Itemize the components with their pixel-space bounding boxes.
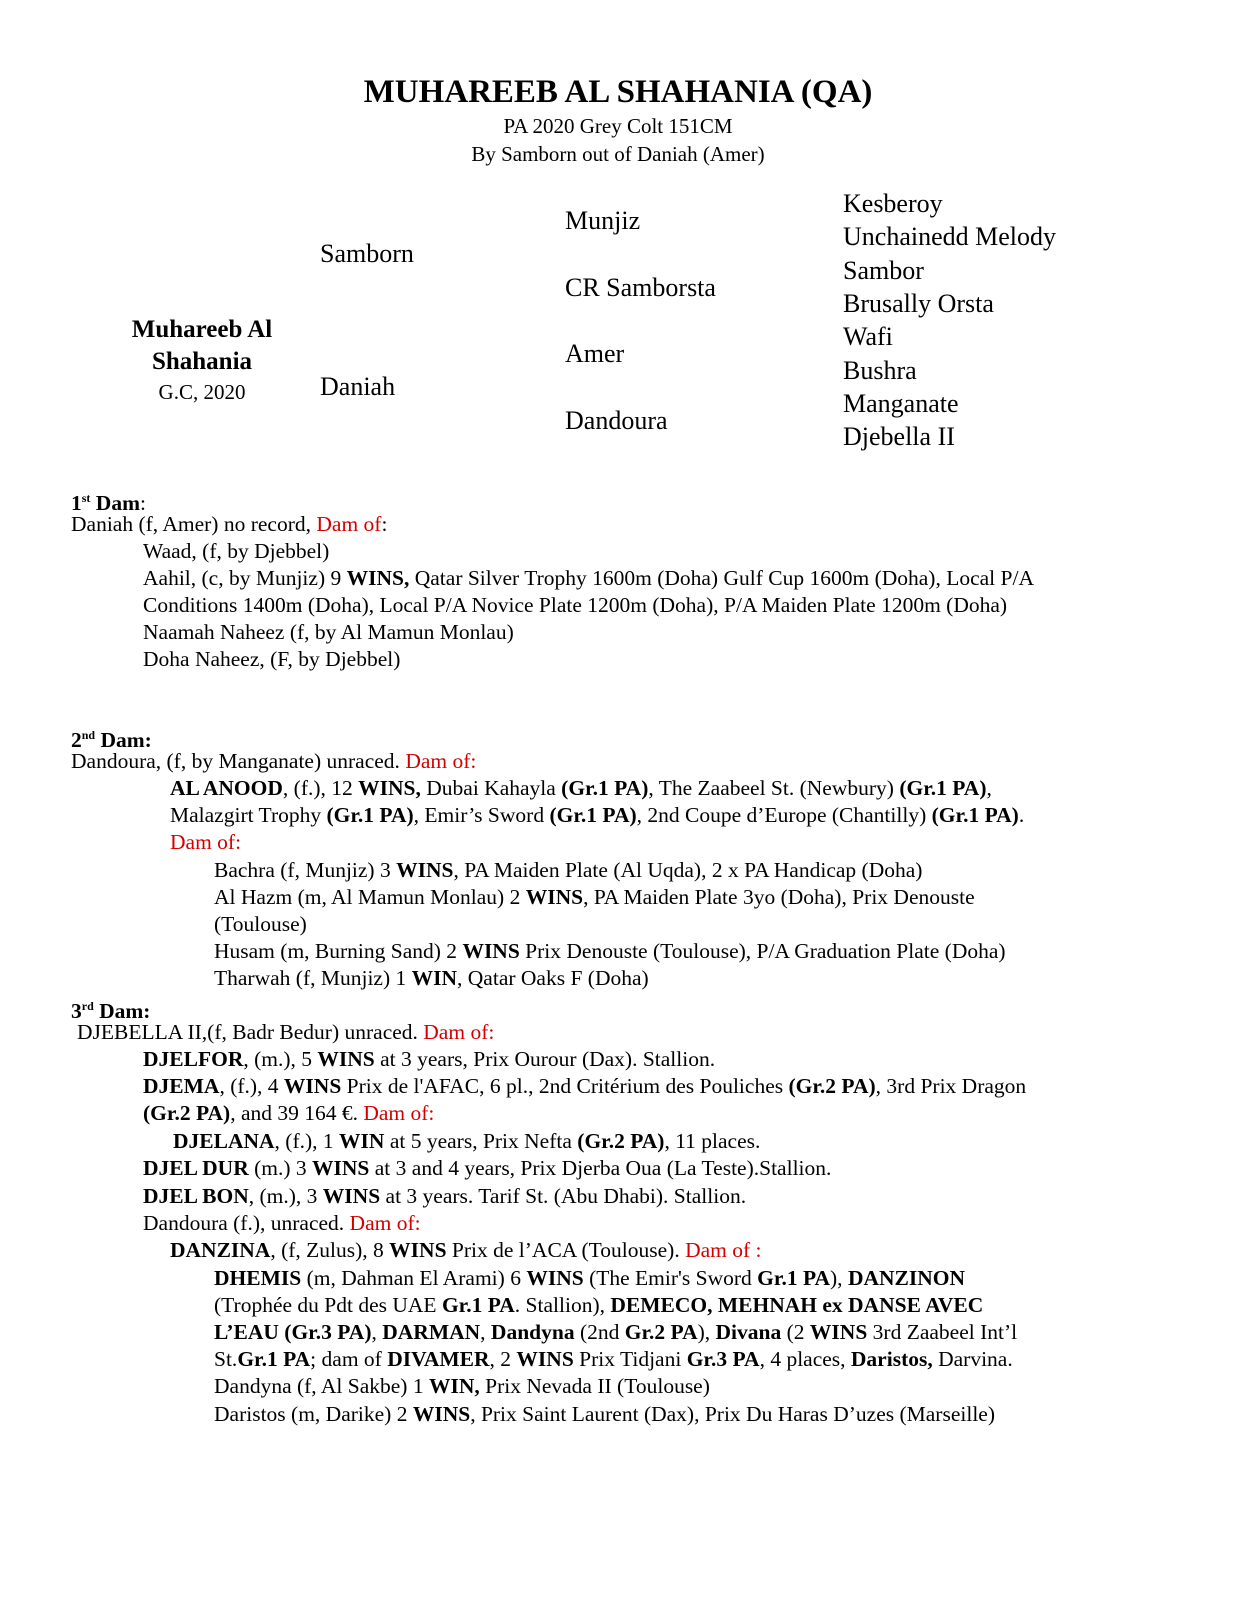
pedigree-great-grandparent: Bushra [843,356,917,385]
produce-entry: Dandyna (f, Al Sakbe) 1 WIN, Prix Nevada II (Toulouse) [214,1374,710,1398]
pedigree-horse-name: Muhareeb Al [131,316,273,343]
produce-entry: Aahil, (c, by Munjiz) 9 WINS, Qatar Silver Trophy 1600m (Doha) Gulf Cup 1600m (Doha), Local P/A [143,566,1034,590]
produce-entry: DJEMA, (f.), 4 WINS Prix de l'AFAC, 6 pl., 2nd Critérium des Pouliches (Gr.2 PA), 3rd Prix Dragon [143,1074,1027,1098]
horse-description: PA 2020 Grey Colt 151CM [503,114,733,138]
produce-entry: Daristos (m, Darike) 2 WINS, Prix Saint Laurent (Dax), Prix Du Haras D’uzes (Marseille) [214,1402,995,1426]
pedigree-dam: Daniah [320,372,396,401]
produce-entry: DANZINA, (f, Zulus), 8 WINS Prix de l’ACA (Toulouse). Dam of : [170,1238,762,1262]
produce-entry: Naamah Naheez (f, by Al Mamun Monlau) [143,620,514,644]
produce-entry-cont: (Trophée du Pdt des UAE Gr.1 PA. Stallion), DEMECO, MEHNAH ex DANSE AVEC [214,1293,984,1317]
produce-entry: Tharwah (f, Munjiz) 1 WIN, Qatar Oaks F (Doha) [214,966,649,990]
dam-entry: Dandoura, (f, by Manganate) unraced. Dam of: [71,749,477,773]
pedigree-grandparent: CR Samborsta [565,273,716,302]
produce-entry-cont: (Toulouse) [214,912,307,936]
produce-entry-cont: (Gr.2 PA), and 39 164 €. Dam of: [143,1101,435,1125]
produce-entry-cont: L’EAU (Gr.3 PA), DARMAN, Dandyna (2nd Gr.2 PA), Divana (2 WINS 3rd Zaabeel Int’l [214,1320,1018,1344]
produce-entry: DJEL BON, (m.), 3 WINS at 3 years. Tarif St. (Abu Dhabi). Stallion. [143,1184,747,1208]
dam-of-label: Dam of: [170,830,242,854]
pedigree-grandparent: Amer [565,339,625,368]
produce-entry: Husam (m, Burning Sand) 2 WINS Prix Denouste (Toulouse), P/A Graduation Plate (Doha) [214,939,1006,963]
pedigree-great-grandparent: Manganate [843,389,959,418]
section-heading: 1st Dam: [71,491,146,516]
page-title: MUHAREEB AL SHAHANIA (QA) [363,74,873,110]
produce-entry: Al Hazm (m, Al Mamun Monlau) 2 WINS, PA Maiden Plate 3yo (Doha), Prix Denouste [214,885,975,909]
produce-entry-cont: Malazgirt Trophy (Gr.1 PA), Emir’s Sword (Gr.1 PA), 2nd Coupe d’Europe (Chantilly) (Gr.1 PA). [170,803,1025,827]
produce-entry: DJEL DUR (m.) 3 WINS at 3 and 4 years, Prix Djerba Oua (La Teste).Stallion. [143,1156,832,1180]
produce-entry: Waad, (f, by Djebbel) [143,539,330,563]
pedigree-horse-info: G.C, 2020 [158,380,246,404]
produce-entry: DJELFOR, (m.), 5 WINS at 3 years, Prix Ourour (Dax). Stallion. [143,1047,716,1071]
pedigree-great-grandparent: Unchainedd Melody [843,222,1057,251]
pedigree-great-grandparent: Kesberoy [843,189,943,218]
pedigree-sire: Samborn [320,239,414,268]
section-heading: 3rd Dam: [71,999,151,1024]
produce-entry: DHEMIS (m, Dahman El Arami) 6 WINS (The Emir's Sword Gr.1 PA), DANZINON [214,1266,966,1290]
pedigree-great-grandparent: Djebella II [843,422,955,451]
pedigree-great-grandparent: Brusally Orsta [843,289,994,318]
produce-entry: AL ANOOD, (f.), 12 WINS, Dubai Kahayla (Gr.1 PA), The Zaabeel St. (Newbury) (Gr.1 PA), [170,776,992,800]
produce-entry: Bachra (f, Munjiz) 3 WINS, PA Maiden Plate (Al Uqda), 2 x PA Handicap (Doha) [214,858,923,882]
section-heading: 2nd Dam: [71,728,152,753]
pedigree-grandparent: Munjiz [565,206,641,235]
produce-entry-cont: St.Gr.1 PA; dam of DIVAMER, 2 WINS Prix Tidjani Gr.3 PA, 4 places, Daristos, Darvina. [214,1347,1013,1371]
produce-entry: Dandoura (f.), unraced. Dam of: [143,1211,421,1235]
dam-entry: Daniah (f, Amer) no record, Dam of: [71,512,388,536]
pedigree-great-grandparent: Sambor [843,256,924,285]
pedigree-great-grandparent: Wafi [843,322,893,351]
produce-entry-cont: Conditions 1400m (Doha), Local P/A Novice Plate 1200m (Doha), P/A Maiden Plate 1200m (Doha) [143,593,1008,617]
produce-entry: Doha Naheez, (F, by Djebbel) [143,647,401,671]
pedigree-horse-name-2: Shahania [151,348,253,375]
pedigree-grandparent: Dandoura [565,406,668,435]
produce-entry: DJELANA, (f.), 1 WIN at 5 years, Prix Nefta (Gr.2 PA), 11 places. [173,1129,761,1153]
dam-entry: DJEBELLA II,(f, Badr Bedur) unraced. Dam of: [77,1020,495,1044]
horse-parentage: By Samborn out of Daniah (Amer) [471,142,765,166]
